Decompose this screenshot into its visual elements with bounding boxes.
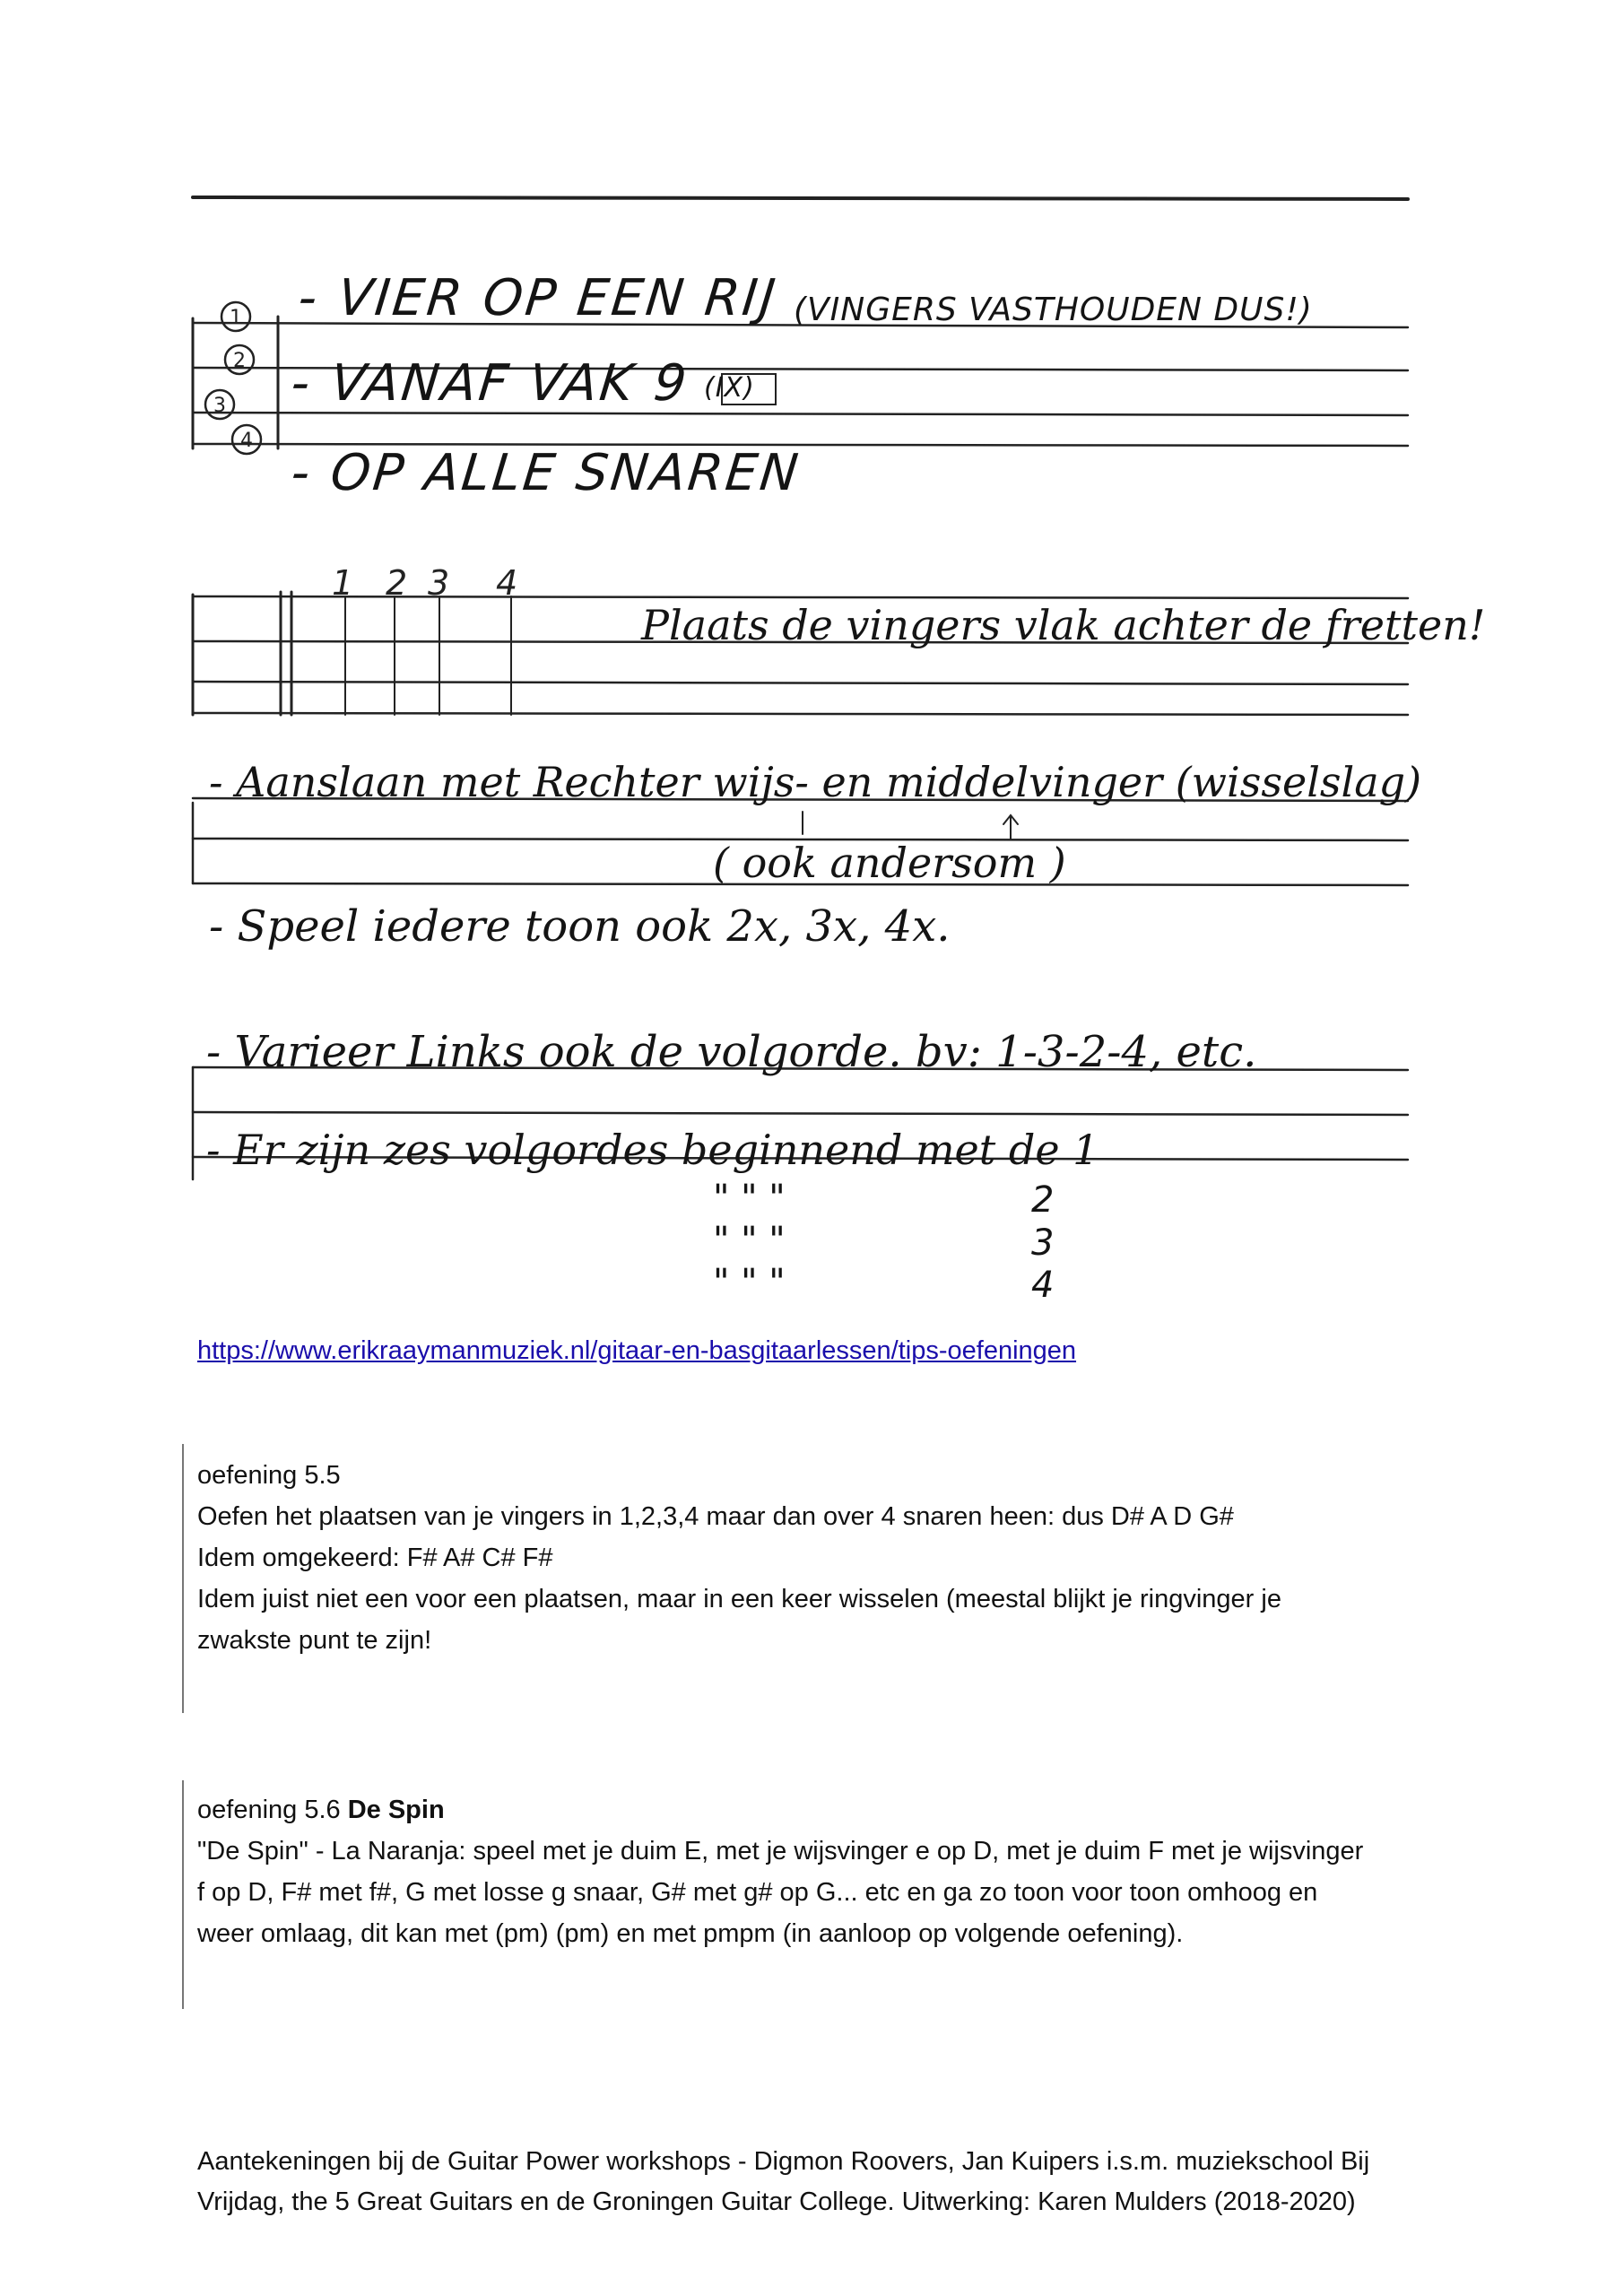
hw-item-four-in-row: - VIER OP EEN RIJ: [295, 269, 781, 327]
string-number: 2: [233, 350, 246, 372]
hw-tip-finger-placement: Plaats de vingers vlak achter de fretten!: [641, 601, 1486, 649]
hw-ditto-number: 2: [1031, 1179, 1055, 1221]
footer-line: Vrijdag, the 5 Great Guitars en de Groningen Guitar College. Uitwerking: Karen Mulders (2018-2020): [197, 2187, 1356, 2216]
hw-line-six-orders: - Er zijn zes volgordes beginnend met de 1: [206, 1126, 1099, 1174]
hw-ditto-number: 3: [1031, 1222, 1055, 1264]
change-bar: [182, 1444, 184, 1713]
hw-ditto-marks: " " ": [713, 1262, 786, 1303]
exercise-5-6-line: weer omlaag, dit kan met (pm) (pm) en met pmpm (in aanloop op volgende oefening).: [197, 1919, 1184, 1948]
hw-item-all-strings: - OP ALLE SNAREN: [288, 444, 803, 502]
hw-item-hold-fingers-note: (VINGERS VASTHOUDEN DUS!): [794, 291, 1313, 328]
change-bar: [182, 1780, 184, 2009]
hw-line-repeat-tones: - Speel iedere toon ook 2x, 3x, 4x.: [209, 901, 951, 952]
exercise-5-6-line: "De Spin" - La Naranja: speel met je duim E, met je wijsvinger e op D, met je duim F met je wijsvinger: [197, 1837, 1364, 1866]
exercise-5-6-section: [197, 1789, 1453, 1954]
exercise-5-6-title-bold: De Spin: [347, 1796, 445, 1824]
hw-ditto-marks: " " ": [713, 1178, 786, 1219]
finger-number: 3: [428, 563, 450, 603]
footer-line: Aantekeningen bij de Guitar Power workshops - Digmon Roovers, Jan Kuipers i.s.m. muziekschool Bij: [197, 2147, 1370, 2176]
finger-number: 1: [332, 563, 354, 603]
page-footer: [197, 2142, 1453, 2222]
string-number: 3: [213, 395, 226, 417]
finger-number: 2: [386, 563, 408, 603]
exercise-5-5-line: Idem omgekeerd: F# A# C# F#: [197, 1544, 553, 1572]
hw-line-picking: - Aanslaan met Rechter wijs- en middelvinger (wisselslag): [209, 758, 1422, 806]
finger-number: 4: [496, 563, 518, 603]
hw-line-vary-order: - Varieer Links ook de volgorde. bv: 1-3-2-4, etc.: [206, 1027, 1257, 1077]
exercise-5-5-line: zwakste punt te zijn!: [197, 1626, 432, 1655]
hw-line-vice-versa: ( ook andersom ): [713, 839, 1066, 887]
exercise-5-6-title-prefix: oefening 5.6: [197, 1796, 348, 1824]
handwritten-notes-scan: [193, 184, 1486, 1327]
hw-item-from-fret-9: - VANAF VAK 9: [288, 354, 692, 413]
hw-item-roman-ix: (IX): [704, 372, 755, 404]
hw-ditto-marks: " " ": [713, 1220, 786, 1261]
exercise-5-6-title: [197, 1789, 1453, 1831]
hw-ditto-number: 4: [1031, 1265, 1055, 1306]
source-link[interactable]: https://www.erikraaymanmuziek.nl/gitaar-en-basgitaarlessen/tips-oefeningen: [197, 1336, 1077, 1365]
exercise-5-5-line: Oefen het plaatsen van je vingers in 1,2,3,4 maar dan over 4 snaren heen: dus D# A D G#: [197, 1502, 1234, 1531]
exercise-5-5-title: oefening 5.5: [197, 1461, 341, 1490]
string-number: 4: [240, 430, 253, 452]
string-number: 1: [230, 307, 242, 329]
exercise-5-6-line: f op D, F# met f#, G met losse g snaar, G# met g# op G... etc en ga zo toon voor toon omhoog en: [197, 1878, 1318, 1907]
exercise-5-5-section: [197, 1455, 1453, 1661]
exercise-5-5-line: Idem juist niet een voor een plaatsen, maar in een keer wisselen (meestal blijkt je ringvinger je: [197, 1585, 1281, 1613]
